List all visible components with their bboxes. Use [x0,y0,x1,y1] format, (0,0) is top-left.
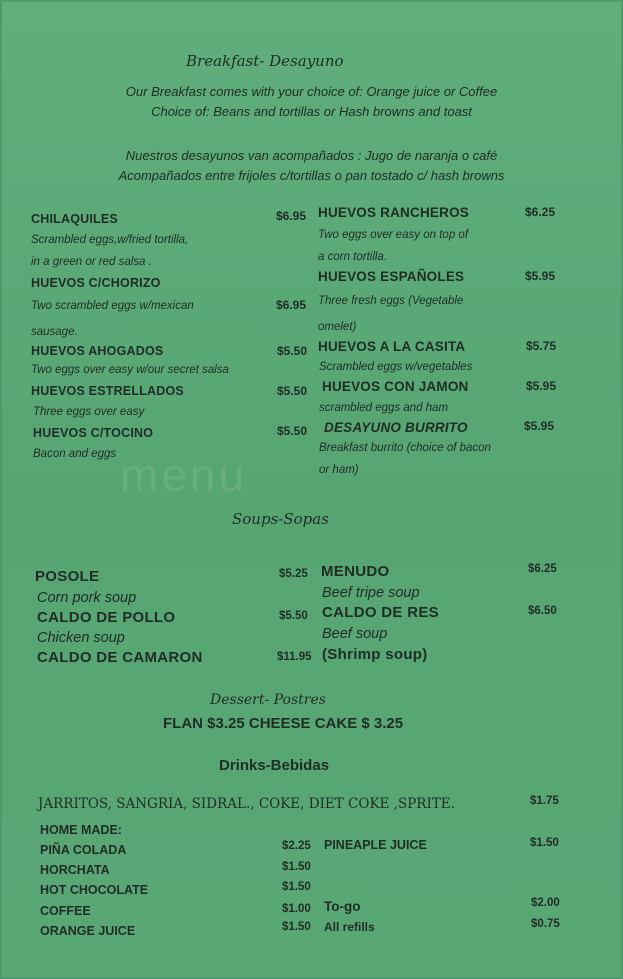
item-desc: Two eggs over easy on top of [318,229,469,241]
item-name: HUEVOS A LA CASITA [318,339,466,354]
item-name: CALDO DE RES [322,604,439,621]
item-name: HUEVOS C/CHORIZO [31,276,161,290]
drinks-heading: Drinks-Bebidas [219,757,330,774]
sodas-line: JARRITOS, SANGRIA, SIDRAL., COKE, DIET COKE ,SPRITE. [38,796,455,812]
breakfast-intro-line-2: Choice of: Beans and tortillas or Hash browns and toast [151,104,472,119]
homemade-label: HOME MADE: [40,823,122,837]
item-price: $6.25 [525,205,556,219]
drink-name: COFFEE [40,904,91,918]
item-desc: Two scrambled eggs w/mexican [31,300,194,312]
item-price: $5.95 [525,269,556,283]
drink-price: $2.00 [531,897,560,909]
item-price: $6.95 [276,298,307,312]
drink-name: All refills [324,920,375,934]
item-price: $6.50 [528,605,557,617]
drink-name: PIÑA COLADA [40,843,127,857]
item-price: $5.50 [277,344,308,358]
drink-price: $1.50 [282,881,311,893]
item-price: $11.95 [277,651,312,663]
item-desc: scrambled eggs and ham [319,402,449,414]
drink-name: HOT CHOCOLATE [40,883,149,897]
drink-name: PINEAPLE JUICE [324,838,427,852]
drink-price: $1.50 [530,837,559,849]
drink-name: To-go [324,899,361,914]
drink-price: $0.75 [531,918,560,930]
item-name: HUEVOS RANCHEROS [318,205,469,220]
item-desc: Chicken soup [37,630,125,646]
breakfast-intro-line-1: Our Breakfast comes with your choice of: Orange juice or Coffee [125,84,498,99]
item-desc: in a green or red salsa . [31,256,152,268]
item-name: HUEVOS AHOGADOS [31,344,164,358]
item-price: $5.50 [279,610,308,622]
dessert-heading: Dessert- Postres [210,692,326,708]
item-name: HUEVOS ESPAÑOLES [318,269,465,284]
item-desc: Bacon and eggs [33,448,117,460]
item-price: $5.25 [279,568,308,580]
item-price: $5.75 [526,339,557,353]
item-desc: Three eggs over easy [33,406,145,418]
dessert-line: FLAN $3.25 CHEESE CAKE $ 3.25 [163,715,404,732]
item-name: DESAYUNO BURRITO [324,420,468,435]
drink-name: HORCHATA [40,863,110,877]
soups-heading: Soups-Sopas [232,510,329,528]
item-desc: Corn pork soup [37,590,137,606]
item-desc: Scrambled eggs w/vegetables [319,361,473,373]
item-price: $5.95 [524,419,555,433]
item-price: $5.50 [277,424,308,438]
item-name: POSOLE [35,568,100,585]
drink-price: $2.25 [282,840,311,852]
item-name: MENUDO [321,563,390,580]
item-price: $5.50 [277,384,308,398]
breakfast-intro-es-line-1: Nuestros desayunos van acompañados : Jugo de naranja o café [125,148,498,163]
item-desc: Beef tripe soup [322,585,420,601]
item-desc: or ham) [319,464,359,476]
drink-name: ORANGE JUICE [40,924,136,938]
item-name: HUEVOS CON JAMON [322,379,469,394]
item-desc: Breakfast burrito (choice of bacon [319,442,491,454]
item-desc: a corn tortilla. [318,251,388,263]
item-desc: Beef soup [322,626,388,642]
item-name: CALDO DE POLLO [37,609,176,626]
drink-price: $1.50 [282,921,311,933]
drink-price: $1.00 [282,903,311,915]
item-desc: omelet) [318,321,357,333]
drink-price: $1.50 [282,861,311,873]
item-desc: Scrambled eggs,w/fried tortilla, [31,234,189,246]
item-name: (Shrimp soup) [322,646,428,663]
item-name: CHILAQUILES [31,212,118,226]
item-desc: sausage. [31,326,78,338]
item-name: HUEVOS ESTRELLADOS [31,384,184,398]
breakfast-intro-es-line-2: Acompañados entre frijoles c/tortillas o pan tostado c/ hash browns [118,168,505,183]
item-name: CALDO DE CAMARON [37,649,203,666]
item-desc: Two eggs over easy w/our secret salsa [31,364,229,376]
breakfast-heading: Breakfast- Desayuno [186,52,344,70]
item-price: $6.95 [276,209,307,223]
sodas-price: $1.75 [530,795,559,807]
item-price: $6.25 [528,563,557,575]
item-price: $5.95 [526,379,557,393]
item-desc: Three fresh eggs (Vegetable [318,295,464,307]
watermark: menu [120,449,248,501]
item-name: HUEVOS C/TOCINO [33,426,154,440]
